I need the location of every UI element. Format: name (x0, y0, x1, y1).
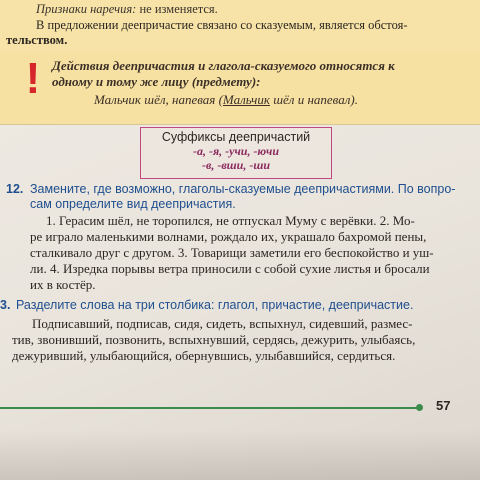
bottom-shadow (0, 430, 480, 480)
syntax-line-end: тельством. (6, 33, 68, 47)
exclamation-icon: ! (25, 54, 41, 103)
syntax-line: В предложении деепричастие связано со сказуемым, является обстоя- (36, 18, 408, 32)
task-13-number: 3. (0, 298, 11, 312)
example-underlined: Мальчик (222, 92, 270, 107)
rule-line-2: одному и тому же лицу (предмету): (52, 74, 261, 89)
adverb-features-text: не изменяется. (139, 2, 218, 16)
footer-dot-icon (416, 404, 423, 411)
task-12-line-1: 1. Герасим шёл, не торопился, не отпускал Муму с верёвки. 2. Мо- (46, 213, 415, 228)
task-12-head-2: сам определите вид деепричастия. (30, 197, 236, 211)
suffix-box (140, 127, 332, 179)
suffix-title: Суффиксы деепричастий (161, 130, 311, 144)
task-13-line-2: тив, звонивший, позвонить, вспыхнувший, сердясь, дежурить, улыбаясь, (12, 332, 416, 347)
page-number: 57 (436, 398, 451, 413)
task-12-line-3: сталкивало друг с другом. 3. Товарищи заметили его беспокойство и уш- (30, 245, 434, 260)
task-12-line-2: ре играло маленькими волнами, рождало их, украшало бахромой пены, (30, 229, 427, 244)
task-12-number: 12. (6, 182, 24, 196)
task-13-line-1: Подписавший, подписав, сидя, сидеть, вспыхнул, сидевший, размес- (32, 316, 413, 331)
suffix-row-1: -а, -я, -учи, -ючи (192, 144, 280, 158)
rule-example (94, 92, 358, 108)
example-post: шёл и напевал). (269, 92, 358, 107)
task-13-line-3: дежуривший, улыбающийся, обернувшись, улыбавшийся, сердиться. (12, 348, 396, 363)
adverb-features-label: Признаки наречия: (36, 2, 137, 16)
suffix-row-2: -в, -вши, -ши (201, 158, 271, 172)
example-pre: Мальчик шёл, напевая ( (94, 92, 223, 107)
task-13-head: Разделите слова на три столбика: глагол, причастие, деепричастие. (16, 298, 414, 312)
task-12-head-1: Замените, где возможно, глаголы-сказуемые деепричастиями. По вопро- (30, 182, 456, 196)
task-12-line-4: ли. 4. Изредка порывы ветра приносили с собой сухие листья и бросали (30, 261, 430, 276)
footer-rule (0, 407, 420, 409)
adverb-features-line (36, 2, 218, 17)
rule-line-1: Действия деепричастия и глагола-сказуемого относятся к (52, 58, 395, 73)
task-12-line-5: их в костёр. (30, 277, 96, 292)
